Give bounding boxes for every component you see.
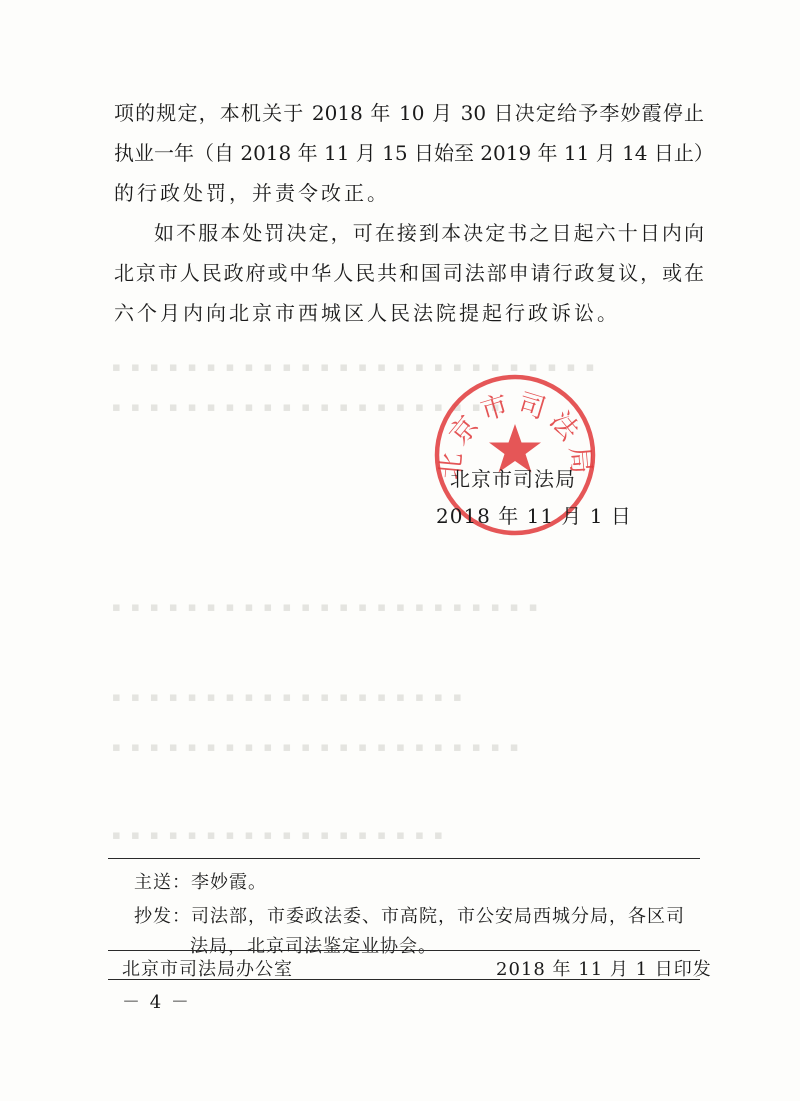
bleed-through: ▪ ▪ ▪ ▪ ▪ ▪ ▪ ▪ ▪ ▪ ▪ ▪ ▪ ▪ ▪ ▪ ▪ ▪ ▪ ▪ ▪ ▪ ▪: [112, 600, 541, 615]
bleed-through: ▪ ▪ ▪ ▪ ▪ ▪ ▪ ▪ ▪ ▪ ▪ ▪ ▪ ▪ ▪ ▪ ▪ ▪ ▪ ▪ ▪: [112, 400, 503, 415]
body-line: 北京市人民政府或中华人民共和国司法部申请行政复议，或在: [114, 261, 704, 285]
cc-line-1: 司法部，市委政法委、市高院，市公安局西城分局，各区司: [191, 906, 685, 927]
bleed-through: ▪ ▪ ▪ ▪ ▪ ▪ ▪ ▪ ▪ ▪ ▪ ▪ ▪ ▪ ▪ ▪ ▪ ▪ ▪: [112, 690, 465, 705]
footer-rule-middle: [108, 950, 700, 951]
footer-rule-bottom: [108, 979, 700, 980]
page-number: － 4 －: [122, 992, 191, 1013]
body-line: 如不服本处罚决定，可在接到本决定书之日起六十日内向: [154, 221, 704, 245]
recipient-row: [134, 868, 267, 894]
issuer: 北京市司法局办公室: [122, 959, 293, 980]
body-line: 六个月内向北京市西城区人民法院提起行政诉讼。: [114, 301, 620, 325]
footer-rule-top: [108, 858, 700, 859]
recipient-label: 主送：: [134, 872, 191, 893]
bleed-through: ▪ ▪ ▪ ▪ ▪ ▪ ▪ ▪ ▪ ▪ ▪ ▪ ▪ ▪ ▪ ▪ ▪ ▪ ▪ ▪ ▪ ▪: [112, 740, 522, 755]
cc-row: [134, 902, 685, 928]
body-line: 的行政处罚，并责令改正。: [114, 181, 390, 205]
issue-date: 2018 年 11 月 1 日印发: [496, 959, 712, 980]
seal-text: 北京市司法局: [434, 387, 598, 482]
cc-label: 抄发：: [134, 906, 191, 927]
recipient-value: 李妙霞。: [191, 872, 267, 893]
bleed-through: ▪ ▪ ▪ ▪ ▪ ▪ ▪ ▪ ▪ ▪ ▪ ▪ ▪ ▪ ▪ ▪ ▪ ▪ ▪ ▪ ▪ ▪ ▪ ▪ ▪ ▪: [112, 360, 598, 375]
body-paragraphs: [114, 93, 714, 333]
body-line: 执业一年（自 2018 年 11 月 15 日始至 2019 年 11 月 14 日止）: [114, 141, 714, 165]
signature-org: 北京市司法局: [450, 467, 576, 491]
cc-line-2: 法局，北京司法鉴定业协会。: [190, 936, 437, 957]
body-line: 项的规定，本机关于 2018 年 10 月 30 日决定给予李妙霞停止: [114, 101, 704, 125]
signature-date: 2018 年 11 月 1 日: [436, 504, 632, 528]
bleed-through: ▪ ▪ ▪ ▪ ▪ ▪ ▪ ▪ ▪ ▪ ▪ ▪ ▪ ▪ ▪ ▪ ▪ ▪: [112, 828, 446, 843]
